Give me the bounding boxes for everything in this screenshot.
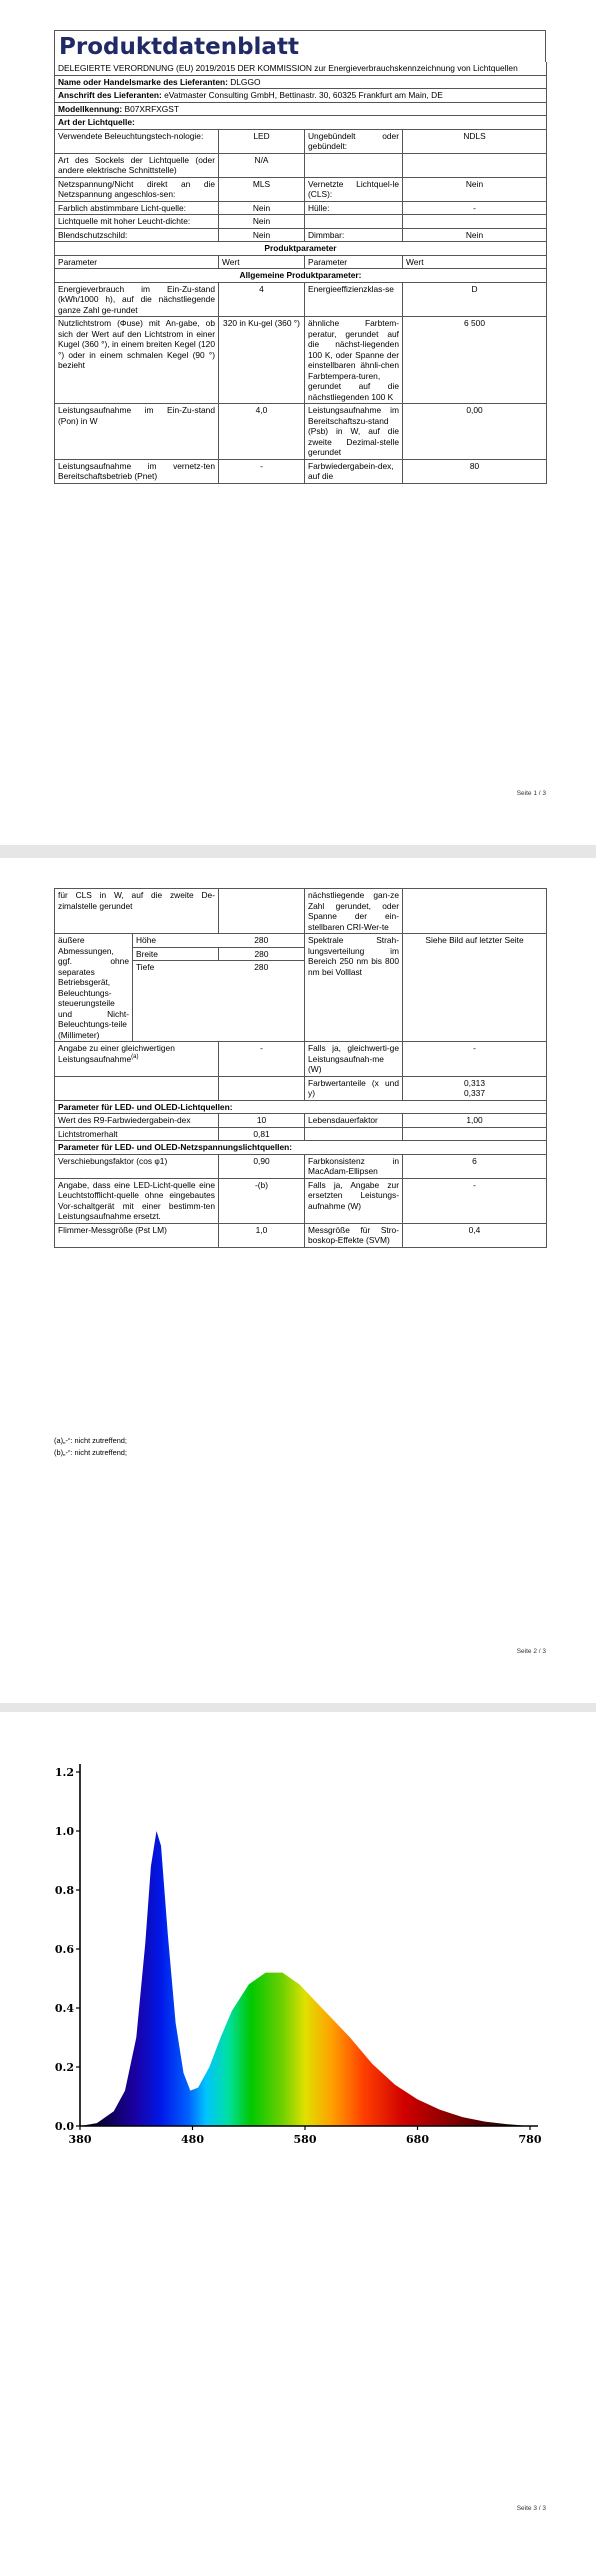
dimensions-cell bbox=[133, 934, 305, 1042]
y-tick-label: 0.0 bbox=[54, 2120, 74, 2133]
type-row bbox=[55, 215, 547, 229]
type-value-1: Nein bbox=[219, 228, 305, 242]
param-row bbox=[55, 459, 547, 483]
type-heading: Art der Lichtquelle: bbox=[55, 116, 547, 130]
param-value: - bbox=[403, 1042, 547, 1077]
param-label: Lebensdauerfaktor bbox=[305, 1114, 403, 1128]
type-label-2 bbox=[305, 215, 403, 229]
equiv-label: Angabe zu einer gleichwertigen Leistungsaufnahme bbox=[58, 1043, 175, 1064]
type-value-1: Nein bbox=[219, 201, 305, 215]
brand-label: Name oder Handelsmarke des Lieferanten: bbox=[58, 76, 228, 87]
product-params-heading: Produktparameter bbox=[55, 242, 547, 256]
footnote-a: (a)„-“: nicht zutreffend; bbox=[54, 1436, 127, 1445]
dimension-row bbox=[133, 961, 304, 974]
param-label: Angabe, dass eine LED-Licht-quelle eine Leuchtstofflicht-quelle ohne eingebautes Vor-schaltgerät mit einer bestimm-ten Leistungsaufnahme ersetzt. bbox=[55, 1178, 219, 1223]
dimension-value: 280 bbox=[254, 935, 269, 945]
param-row bbox=[55, 1042, 547, 1077]
type-row bbox=[55, 201, 547, 215]
param-label: ähnliche Farbtem-peratur, gerundet auf die nächst-liegenden 100 K, oder Spanne der einstellbaren ähnli-chen Farbtempera-turen, gerundet auf die nächstliegenden 100 K bbox=[305, 317, 403, 404]
param-value: 6 500 bbox=[403, 317, 547, 404]
empty-cell bbox=[55, 1076, 219, 1100]
spectral-value: Siehe Bild auf letzter Seite bbox=[403, 934, 547, 1042]
model-label: Modellkennung: bbox=[58, 103, 123, 114]
chroma-row bbox=[55, 1076, 547, 1100]
datasheet-table-page1 bbox=[54, 30, 546, 484]
equiv-label-cell bbox=[55, 1042, 219, 1077]
type-value-1: N/A bbox=[219, 153, 305, 177]
param-value: D bbox=[403, 282, 547, 317]
param-label: Falls ja, gleichwerti-ge Leistungsaufnah-me (W) bbox=[305, 1042, 403, 1077]
type-value-1: MLS bbox=[219, 177, 305, 201]
spectrum-chart bbox=[54, 1754, 544, 2194]
param-label: Verschiebungsfaktor (cos φ1) bbox=[55, 1154, 219, 1178]
x-tick-label: 780 bbox=[518, 2133, 542, 2146]
address-label: Anschrift des Lieferanten: bbox=[58, 90, 162, 100]
type-value-2: Nein bbox=[403, 228, 547, 242]
param-value bbox=[403, 889, 547, 934]
document-title: Produktdatenblatt bbox=[54, 30, 546, 62]
address-value: eVatmaster Consulting GmbH, Bettinastr. 30, 60325 Frankfurt am Main, DE bbox=[164, 90, 443, 100]
dimensions-label: äußere Abmessungen, ggf. ohne separates Betriebsgerät, Beleuchtungs-steuerungsteile und Nicht-Beleuchtungs-teile (Millimeter) bbox=[55, 934, 133, 1042]
param-row bbox=[55, 1178, 547, 1223]
mains-params-heading: Parameter für LED- und OLED-Netzspannungslichtquellen: bbox=[55, 1141, 547, 1155]
type-value-2 bbox=[403, 153, 547, 177]
type-value-2 bbox=[403, 215, 547, 229]
param-value: 10 bbox=[219, 1114, 305, 1128]
spectrum-area bbox=[80, 1831, 530, 2126]
dimension-name: Höhe bbox=[136, 935, 157, 945]
param-value: 4 bbox=[219, 282, 305, 317]
col-header-parameter: Parameter bbox=[55, 255, 219, 269]
param-value bbox=[403, 1127, 547, 1141]
param-row bbox=[55, 404, 547, 460]
param-label: nächstliegende gan-ze Zahl gerundet, oder Spanne der ein-stellbaren CRI-Wer-te bbox=[305, 889, 403, 934]
footnote-ref: (a) bbox=[131, 1053, 139, 1060]
type-value-2: - bbox=[403, 201, 547, 215]
dimension-value: 280 bbox=[219, 947, 305, 961]
param-row bbox=[55, 1154, 547, 1178]
param-value: 80 bbox=[403, 459, 547, 483]
type-label-1: Farblich abstimmbare Licht-quelle: bbox=[55, 201, 219, 215]
type-label-1: Verwendete Beleuchtungstech-nologie: bbox=[55, 129, 219, 153]
type-value-1: Nein bbox=[219, 215, 305, 229]
param-value: 0,00 bbox=[403, 404, 547, 460]
spectral-label: Spektrale Strah-lungsverteilung im Bereich 250 nm bis 800 nm bei Volllast bbox=[305, 934, 403, 1042]
param-row bbox=[55, 1114, 547, 1128]
y-tick-label: 1.2 bbox=[54, 1766, 74, 1779]
type-value-2: Nein bbox=[403, 177, 547, 201]
dimension-row bbox=[133, 934, 304, 947]
y-tick-label: 0.8 bbox=[54, 1884, 74, 1897]
param-value: - bbox=[219, 1042, 305, 1077]
param-label: Nutzlichtstrom (Φuse) mit An-gabe, ob sich der Wert auf den Lichtstrom in einer Kugel (360 °), in einem breiten Kegel (120 °) oder in einem schmalen Kegel (90 °) bezieht bbox=[55, 317, 219, 404]
param-label: für CLS in W, auf die zweite De-zimalstelle gerundet bbox=[55, 889, 219, 934]
param-label: Leistungsaufnahme im vernetz-ten Bereitschaftsbetrieb (Pnet) bbox=[55, 459, 219, 483]
col-header-value: Wert bbox=[403, 255, 547, 269]
param-value: 4,0 bbox=[219, 404, 305, 460]
param-value: 0,90 bbox=[219, 1154, 305, 1178]
general-params-heading: Allgemeine Produktparameter: bbox=[55, 269, 547, 283]
column-header-row bbox=[55, 255, 547, 269]
dimension-name: Tiefe bbox=[136, 962, 155, 972]
x-tick-label: 580 bbox=[293, 2133, 317, 2146]
page-number: Seite 3 / 3 bbox=[516, 2505, 546, 2512]
param-row bbox=[55, 1223, 547, 1247]
plot-area bbox=[80, 1831, 530, 2126]
param-label: Lichtstromerhalt bbox=[55, 1127, 219, 1141]
chroma-values bbox=[403, 1076, 547, 1100]
type-row bbox=[55, 129, 547, 153]
y-tick-label: 0.2 bbox=[54, 2061, 74, 2074]
page-number: Seite 2 / 3 bbox=[516, 1648, 546, 1655]
param-label: Farbwiedergabein-dex, auf die bbox=[305, 459, 403, 483]
param-value: 320 in Ku-gel (360 °) bbox=[219, 317, 305, 404]
param-label: Leistungsaufnahme im Ein-Zu-stand (Pon) in W bbox=[55, 404, 219, 460]
param-label: Farbkonsistenz in MacAdam-Ellipsen bbox=[305, 1154, 403, 1178]
type-label-2: Vernetzte Lichtquel-le (CLS): bbox=[305, 177, 403, 201]
chroma-y: 0,337 bbox=[464, 1088, 485, 1098]
dimension-name: Breite bbox=[133, 947, 219, 961]
brand-value: DLGGO bbox=[230, 76, 261, 87]
type-label-2: Dimmbar: bbox=[305, 228, 403, 242]
type-row bbox=[55, 153, 547, 177]
footnote-b: (b)„-“: nicht zutreffend; bbox=[54, 1447, 127, 1457]
param-label: Wert des R9-Farbwiedergabein-dex bbox=[55, 1114, 219, 1128]
param-value: 6 bbox=[403, 1154, 547, 1178]
type-value-1: LED bbox=[219, 129, 305, 153]
param-value: 0,81 bbox=[219, 1127, 305, 1141]
x-tick-label: 480 bbox=[181, 2133, 204, 2146]
x-tick-label: 680 bbox=[406, 2133, 429, 2146]
footnotes bbox=[54, 1435, 127, 1459]
page-2 bbox=[0, 858, 596, 1703]
params-table-continued bbox=[54, 888, 547, 1248]
type-label-2: Hülle: bbox=[305, 201, 403, 215]
type-row bbox=[55, 228, 547, 242]
page-number: Seite 1 / 3 bbox=[516, 790, 546, 797]
type-label-1: Netzspannung/Nicht direkt an die Netzspannung angeschlos-sen: bbox=[55, 177, 219, 201]
chroma-x: 0,313 bbox=[464, 1077, 485, 1088]
y-tick-label: 0.4 bbox=[54, 2002, 74, 2015]
param-label: Energieeffizienzklas-se bbox=[305, 282, 403, 317]
param-value: 1,00 bbox=[403, 1114, 547, 1128]
address-row bbox=[55, 89, 547, 103]
param-row bbox=[55, 317, 547, 404]
empty-cell bbox=[219, 1076, 305, 1100]
chroma-label: Farbwertanteile (x und y) bbox=[305, 1076, 403, 1100]
col-header-parameter: Parameter bbox=[305, 255, 403, 269]
led-params-heading: Parameter für LED- und OLED-Lichtquellen: bbox=[55, 1100, 547, 1114]
dimensions-table bbox=[133, 934, 304, 974]
dimension-row bbox=[133, 947, 304, 961]
x-tick-label: 380 bbox=[68, 2133, 92, 2146]
param-label: Flimmer-Messgröße (Pst LM) bbox=[55, 1223, 219, 1247]
y-tick-label: 1.0 bbox=[54, 1825, 74, 1838]
param-value: 0,4 bbox=[403, 1223, 547, 1247]
dimension-value: 280 bbox=[254, 962, 269, 972]
brand-row bbox=[55, 75, 547, 89]
param-value: -(b) bbox=[219, 1178, 305, 1223]
param-row bbox=[55, 1127, 547, 1141]
page-1 bbox=[0, 0, 596, 845]
param-label: Falls ja, Angabe zur ersetzten Leistungs-aufnahme (W) bbox=[305, 1178, 403, 1223]
model-row bbox=[55, 102, 547, 116]
datasheet-table-page2 bbox=[54, 888, 546, 1248]
param-value: 1,0 bbox=[219, 1223, 305, 1247]
param-label bbox=[305, 1127, 403, 1141]
param-value: - bbox=[403, 1178, 547, 1223]
type-label-2 bbox=[305, 153, 403, 177]
param-row bbox=[55, 889, 547, 934]
dimensions-row bbox=[55, 934, 547, 1042]
type-label-1: Art des Sockels der Lichtquelle (oder andere elektrische Schnittstelle) bbox=[55, 153, 219, 177]
type-row bbox=[55, 177, 547, 201]
type-label-1: Blendschutzschild: bbox=[55, 228, 219, 242]
param-value bbox=[219, 889, 305, 934]
param-value: - bbox=[219, 459, 305, 483]
header-table bbox=[54, 62, 547, 484]
param-row bbox=[55, 282, 547, 317]
param-label: Messgröße für Stro-boskop-Effekte (SVM) bbox=[305, 1223, 403, 1247]
regulation-text: DELEGIERTE VERORDNUNG (EU) 2019/2015 DER KOMMISSION zur Energieverbrauchskennzeichnung von Lichtquellen bbox=[55, 62, 547, 75]
model-value: B07XRFXGST bbox=[124, 103, 179, 114]
type-label-1: Lichtquelle mit hoher Leucht-dichte: bbox=[55, 215, 219, 229]
type-value-2: NDLS bbox=[403, 129, 547, 153]
param-label: Energieverbrauch im Ein-Zu-stand (kWh/1000 h), auf die nächstliegende ganze Zahl ge-rundet bbox=[55, 282, 219, 317]
type-label-2: Ungebündelt oder gebündelt: bbox=[305, 129, 403, 153]
page-3 bbox=[0, 1712, 596, 2560]
col-header-value: Wert bbox=[219, 255, 305, 269]
y-tick-label: 0.6 bbox=[54, 1943, 74, 1956]
param-label: Leistungsaufnahme im Bereitschaftszu-stand (Psb) in W, auf die zweite Dezimal-stelle gerundet bbox=[305, 404, 403, 460]
